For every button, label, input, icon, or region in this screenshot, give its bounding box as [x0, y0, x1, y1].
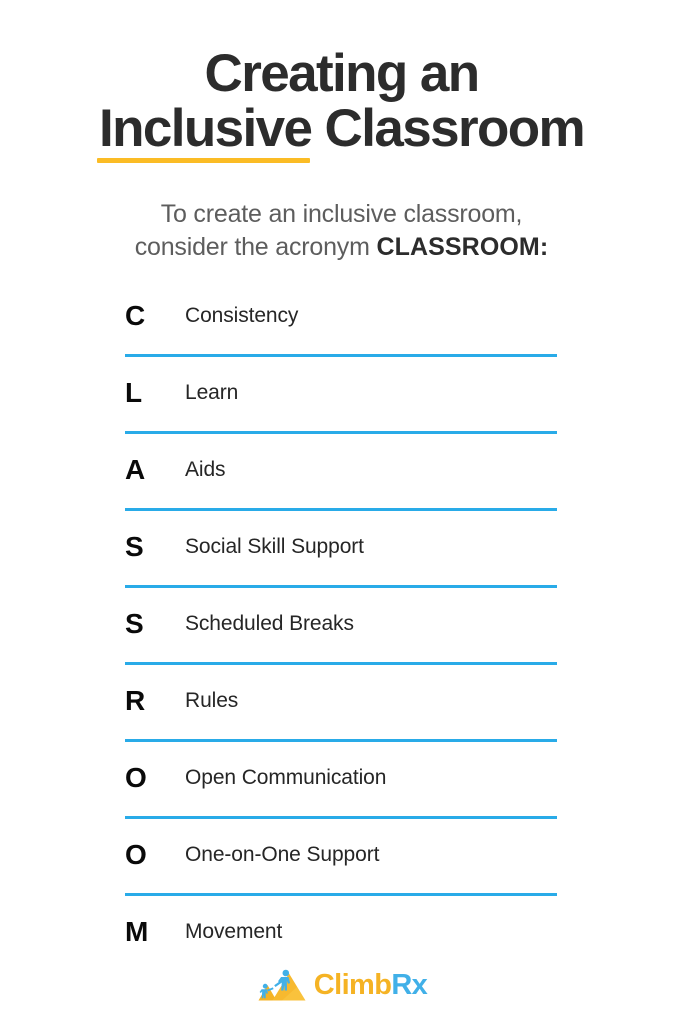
- acronym-label: Open Communication: [185, 765, 387, 789]
- acronym-letter: O: [125, 838, 147, 870]
- acronym-letter: R: [125, 684, 146, 716]
- acronym-label: Social Skill Support: [185, 534, 364, 558]
- title-emphasis-inclusive: Inclusive: [98, 99, 312, 159]
- subtitle-line-2: [0, 231, 683, 264]
- acronym-letter: S: [125, 607, 144, 639]
- acronym-letter: O: [125, 761, 147, 793]
- acronym-label: Learn: [185, 380, 239, 404]
- acronym-letter: M: [125, 915, 149, 947]
- acronym-letter: A: [125, 453, 146, 485]
- acronym-row: [0, 277, 683, 354]
- climbers-on-mountains-icon: [256, 965, 308, 1005]
- logo-text-climb: Climb: [313, 968, 392, 1001]
- logo-text-rx: Rx: [391, 968, 428, 1001]
- acronym-row: [0, 893, 683, 970]
- title-line-2: [24, 101, 659, 158]
- subtitle-line-1: To create an inclusive classroom,: [160, 200, 523, 229]
- title-line-2-rest: Classroom: [311, 99, 585, 159]
- subtitle-line-2-prefix: consider the acronym: [134, 233, 377, 262]
- acronym-label: One-on-One Support: [185, 842, 380, 866]
- title-line-1: Creating an: [204, 44, 479, 103]
- poster-header: [0, 0, 683, 265]
- brand-logo: [0, 962, 683, 1008]
- page-title: [0, 46, 683, 158]
- acronym-letter: L: [125, 376, 143, 408]
- acronym-letter: S: [125, 530, 144, 562]
- acronym-label: Aids: [185, 457, 226, 481]
- acronym-row: [0, 431, 683, 508]
- acronym-row: [0, 662, 683, 739]
- acronym-label: Consistency: [185, 303, 299, 327]
- acronym-list: [0, 277, 683, 970]
- logo-wordmark: [313, 968, 428, 1001]
- acronym-row: [0, 585, 683, 662]
- acronym-row: [0, 816, 683, 893]
- acronym-letter: C: [125, 299, 146, 331]
- acronym-label: Scheduled Breaks: [185, 611, 354, 635]
- acronym-label: Movement: [185, 919, 283, 943]
- acronym-row: [0, 354, 683, 431]
- subtitle-acronym-word: CLASSROOM:: [376, 233, 549, 262]
- subtitle: [0, 158, 683, 265]
- acronym-label: Rules: [185, 688, 239, 712]
- acronym-row: [0, 739, 683, 816]
- acronym-row: [0, 508, 683, 585]
